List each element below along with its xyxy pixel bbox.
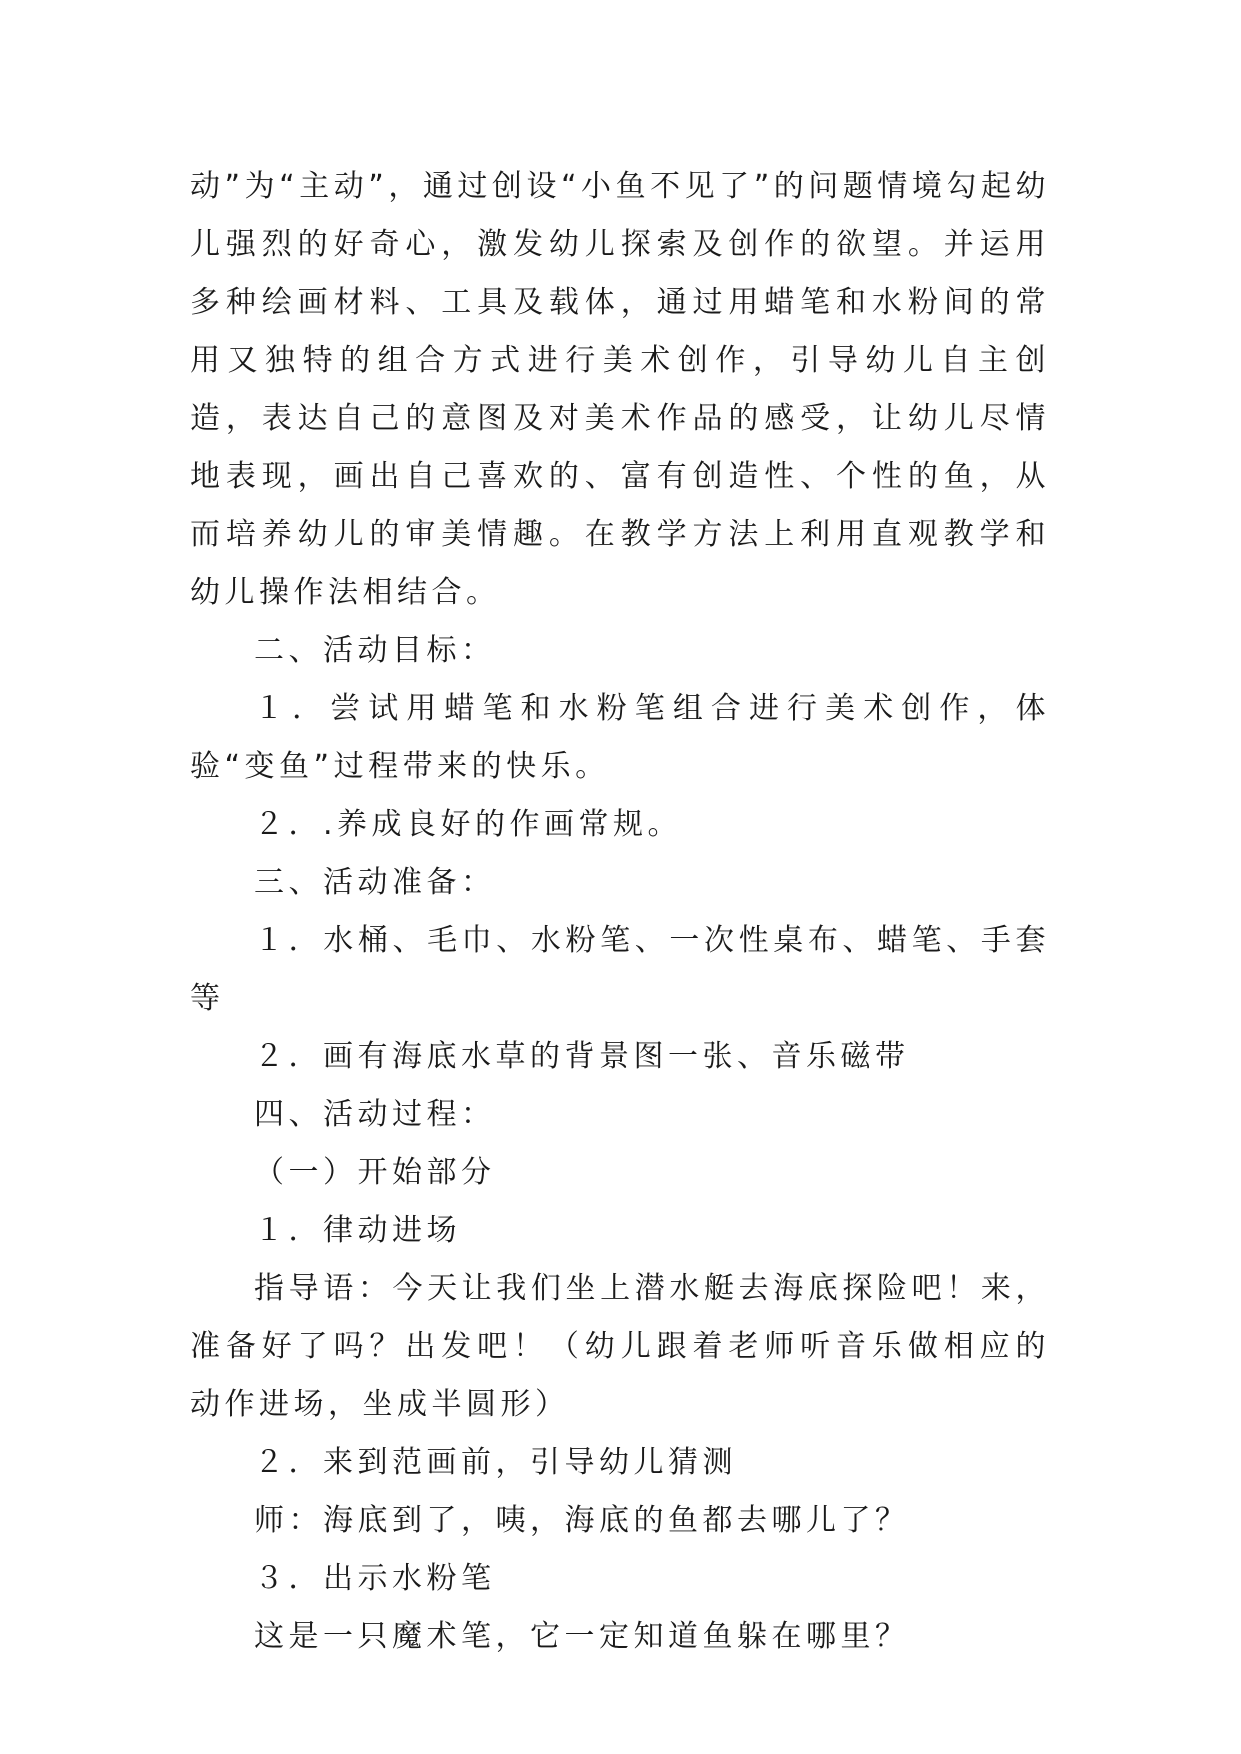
heading-activity-goals: 二、活动目标： xyxy=(254,633,496,668)
heading-activity-process: 四、活动过程： xyxy=(254,1097,496,1132)
process-step-2: ２．来到范画前，引导幼儿猜测 xyxy=(254,1445,737,1480)
magic-pen-line: 这是一只魔术笔，它一定知道鱼躲在哪里？ xyxy=(254,1619,910,1654)
subheading-opening-part: （一）开始部分 xyxy=(254,1155,496,1190)
process-step-3: ３．出示水粉笔 xyxy=(254,1561,496,1596)
guidance-speech: 指导语：今天让我们坐上潜水艇去海底探险吧！来，准备好了吗？出发吧！（幼儿跟着老师听音乐做相应的动作进场，坐成半圆形） xyxy=(190,1271,1050,1422)
goal-item-1: １．尝试用蜡笔和水粉笔组合进行美术创作，体验“变鱼”过程带来的快乐。 xyxy=(190,691,1050,784)
goal-item-2: ２．.养成良好的作画常规。 xyxy=(254,807,683,842)
heading-activity-preparation: 三、活动准备： xyxy=(254,865,496,900)
document-body xyxy=(190,158,1050,1666)
process-step-1: １．律动进场 xyxy=(254,1213,461,1248)
preparation-item-2: ２．画有海底水草的背景图一张、音乐磁带 xyxy=(254,1039,910,1074)
paragraph-intro-continuation: 动”为“主动”，通过创设“小鱼不见了”的问题情境勾起幼儿强烈的好奇心，激发幼儿探索及创作的欲望。并运用多种绘画材料、工具及载体，通过用蜡笔和水粉间的常用又独特的组合方式进行美术创作，引导幼儿自主创造，表达自己的意图及对美术作品的感受，让幼儿尽情地表现，画出自己喜欢的、富有创造性、个性的鱼，从而培养幼儿的审美情趣。在教学方法上利用直观教学和幼儿操作法相结合。 xyxy=(190,169,1050,610)
teacher-speech: 师：海底到了，咦，海底的鱼都去哪儿了？ xyxy=(254,1503,910,1538)
preparation-item-1: １．水桶、毛巾、水粉笔、一次性桌布、蜡笔、手套等 xyxy=(190,923,1050,1016)
